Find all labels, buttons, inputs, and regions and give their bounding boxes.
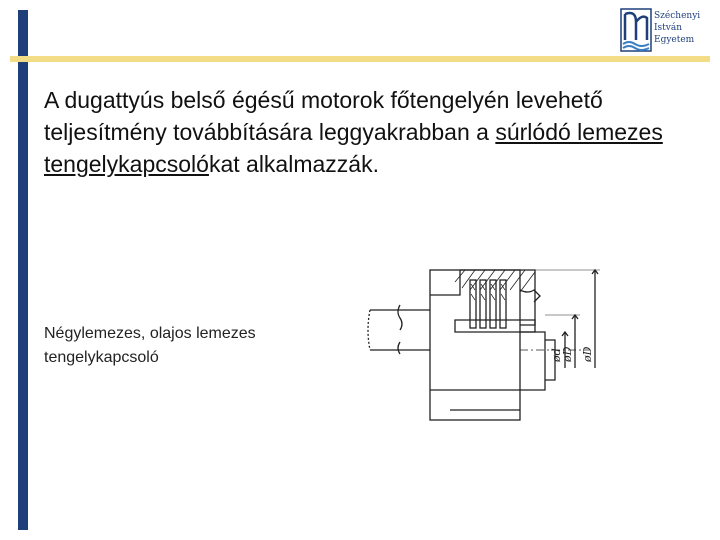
underlined-term: súrlódó lemezes tengelykapcsoló (44, 119, 663, 177)
left-accent-bar (18, 10, 28, 530)
slide-body-text (44, 84, 704, 180)
figure-caption: Négylemezes, olajos lemezes tengelykapcsoló (44, 325, 256, 366)
dim-label-d1: øD (561, 346, 574, 362)
logo-text-line3: Egyetem (654, 35, 695, 45)
university-logo (620, 6, 716, 54)
body-text-part1: A dugattyús belső égésű motorok főtengelyén levehető teljesítmény továbbítására leggyakrabban a (44, 87, 603, 145)
dim-label-d: ød (550, 348, 563, 362)
dim-label-d2: øD (581, 346, 594, 362)
logo-text-line2: István (654, 23, 683, 33)
body-text-part2: kat alkalmazzák. (208, 151, 379, 177)
logo-text-line1: Széchenyi (654, 11, 701, 21)
top-divider (10, 56, 710, 62)
university-logo-icon (620, 8, 652, 52)
clutch-cross-section-drawing (330, 250, 630, 430)
